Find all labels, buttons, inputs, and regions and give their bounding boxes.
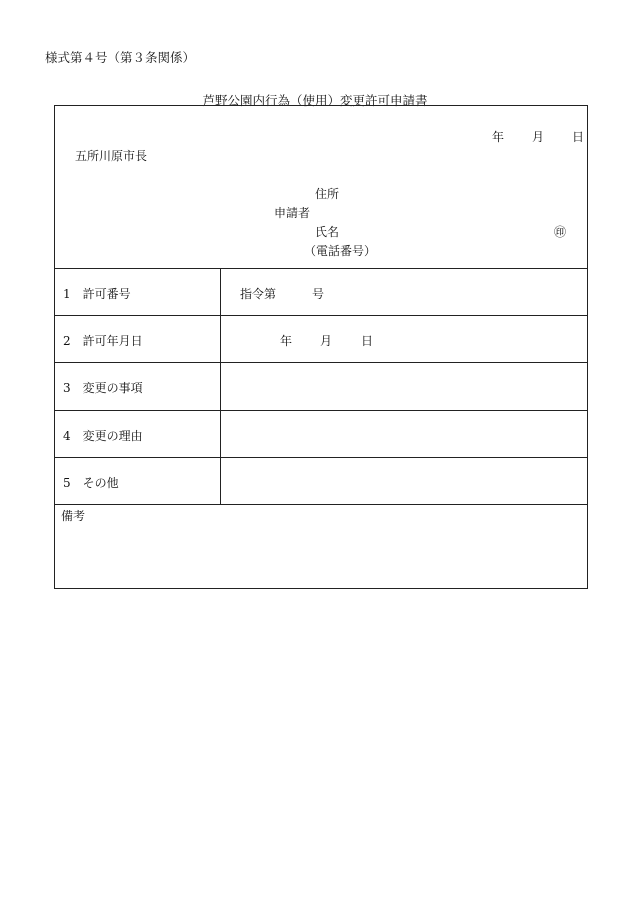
remarks-label: 備考 [61, 509, 86, 523]
address-label: 住所 [315, 187, 340, 201]
row-label-change-matter: 3 変更の事項 [63, 381, 143, 395]
date-month-label: 月 [532, 130, 545, 144]
row-label-other: 5 その他 [63, 476, 119, 490]
row-value-permit-day: 日 [361, 334, 374, 348]
row-label-permit-number: 1 許可番号 [63, 287, 131, 301]
date-day-label: 日 [572, 130, 585, 144]
application-form-table [54, 105, 588, 589]
row-value-permit-year: 年 [280, 334, 293, 348]
seal-mark: ㊞ [554, 225, 567, 239]
date-year-label: 年 [492, 130, 505, 144]
applicant-label: 申請者 [274, 206, 311, 220]
row-value-permit-month: 月 [320, 334, 333, 348]
row-label-change-reason: 4 変更の理由 [63, 429, 143, 443]
document-title: 芦野公園内行為（使用）変更許可申請書 [202, 93, 428, 108]
phone-label: （電話番号） [304, 244, 377, 258]
form-number-label: 様式第４号（第３条関係） [45, 50, 196, 65]
name-label: 氏名 [315, 225, 340, 239]
row-value-permit-number: 指令第 号 [240, 287, 325, 301]
addressee: 五所川原市長 [75, 149, 148, 163]
row-label-permit-date: 2 許可年月日 [63, 334, 143, 348]
